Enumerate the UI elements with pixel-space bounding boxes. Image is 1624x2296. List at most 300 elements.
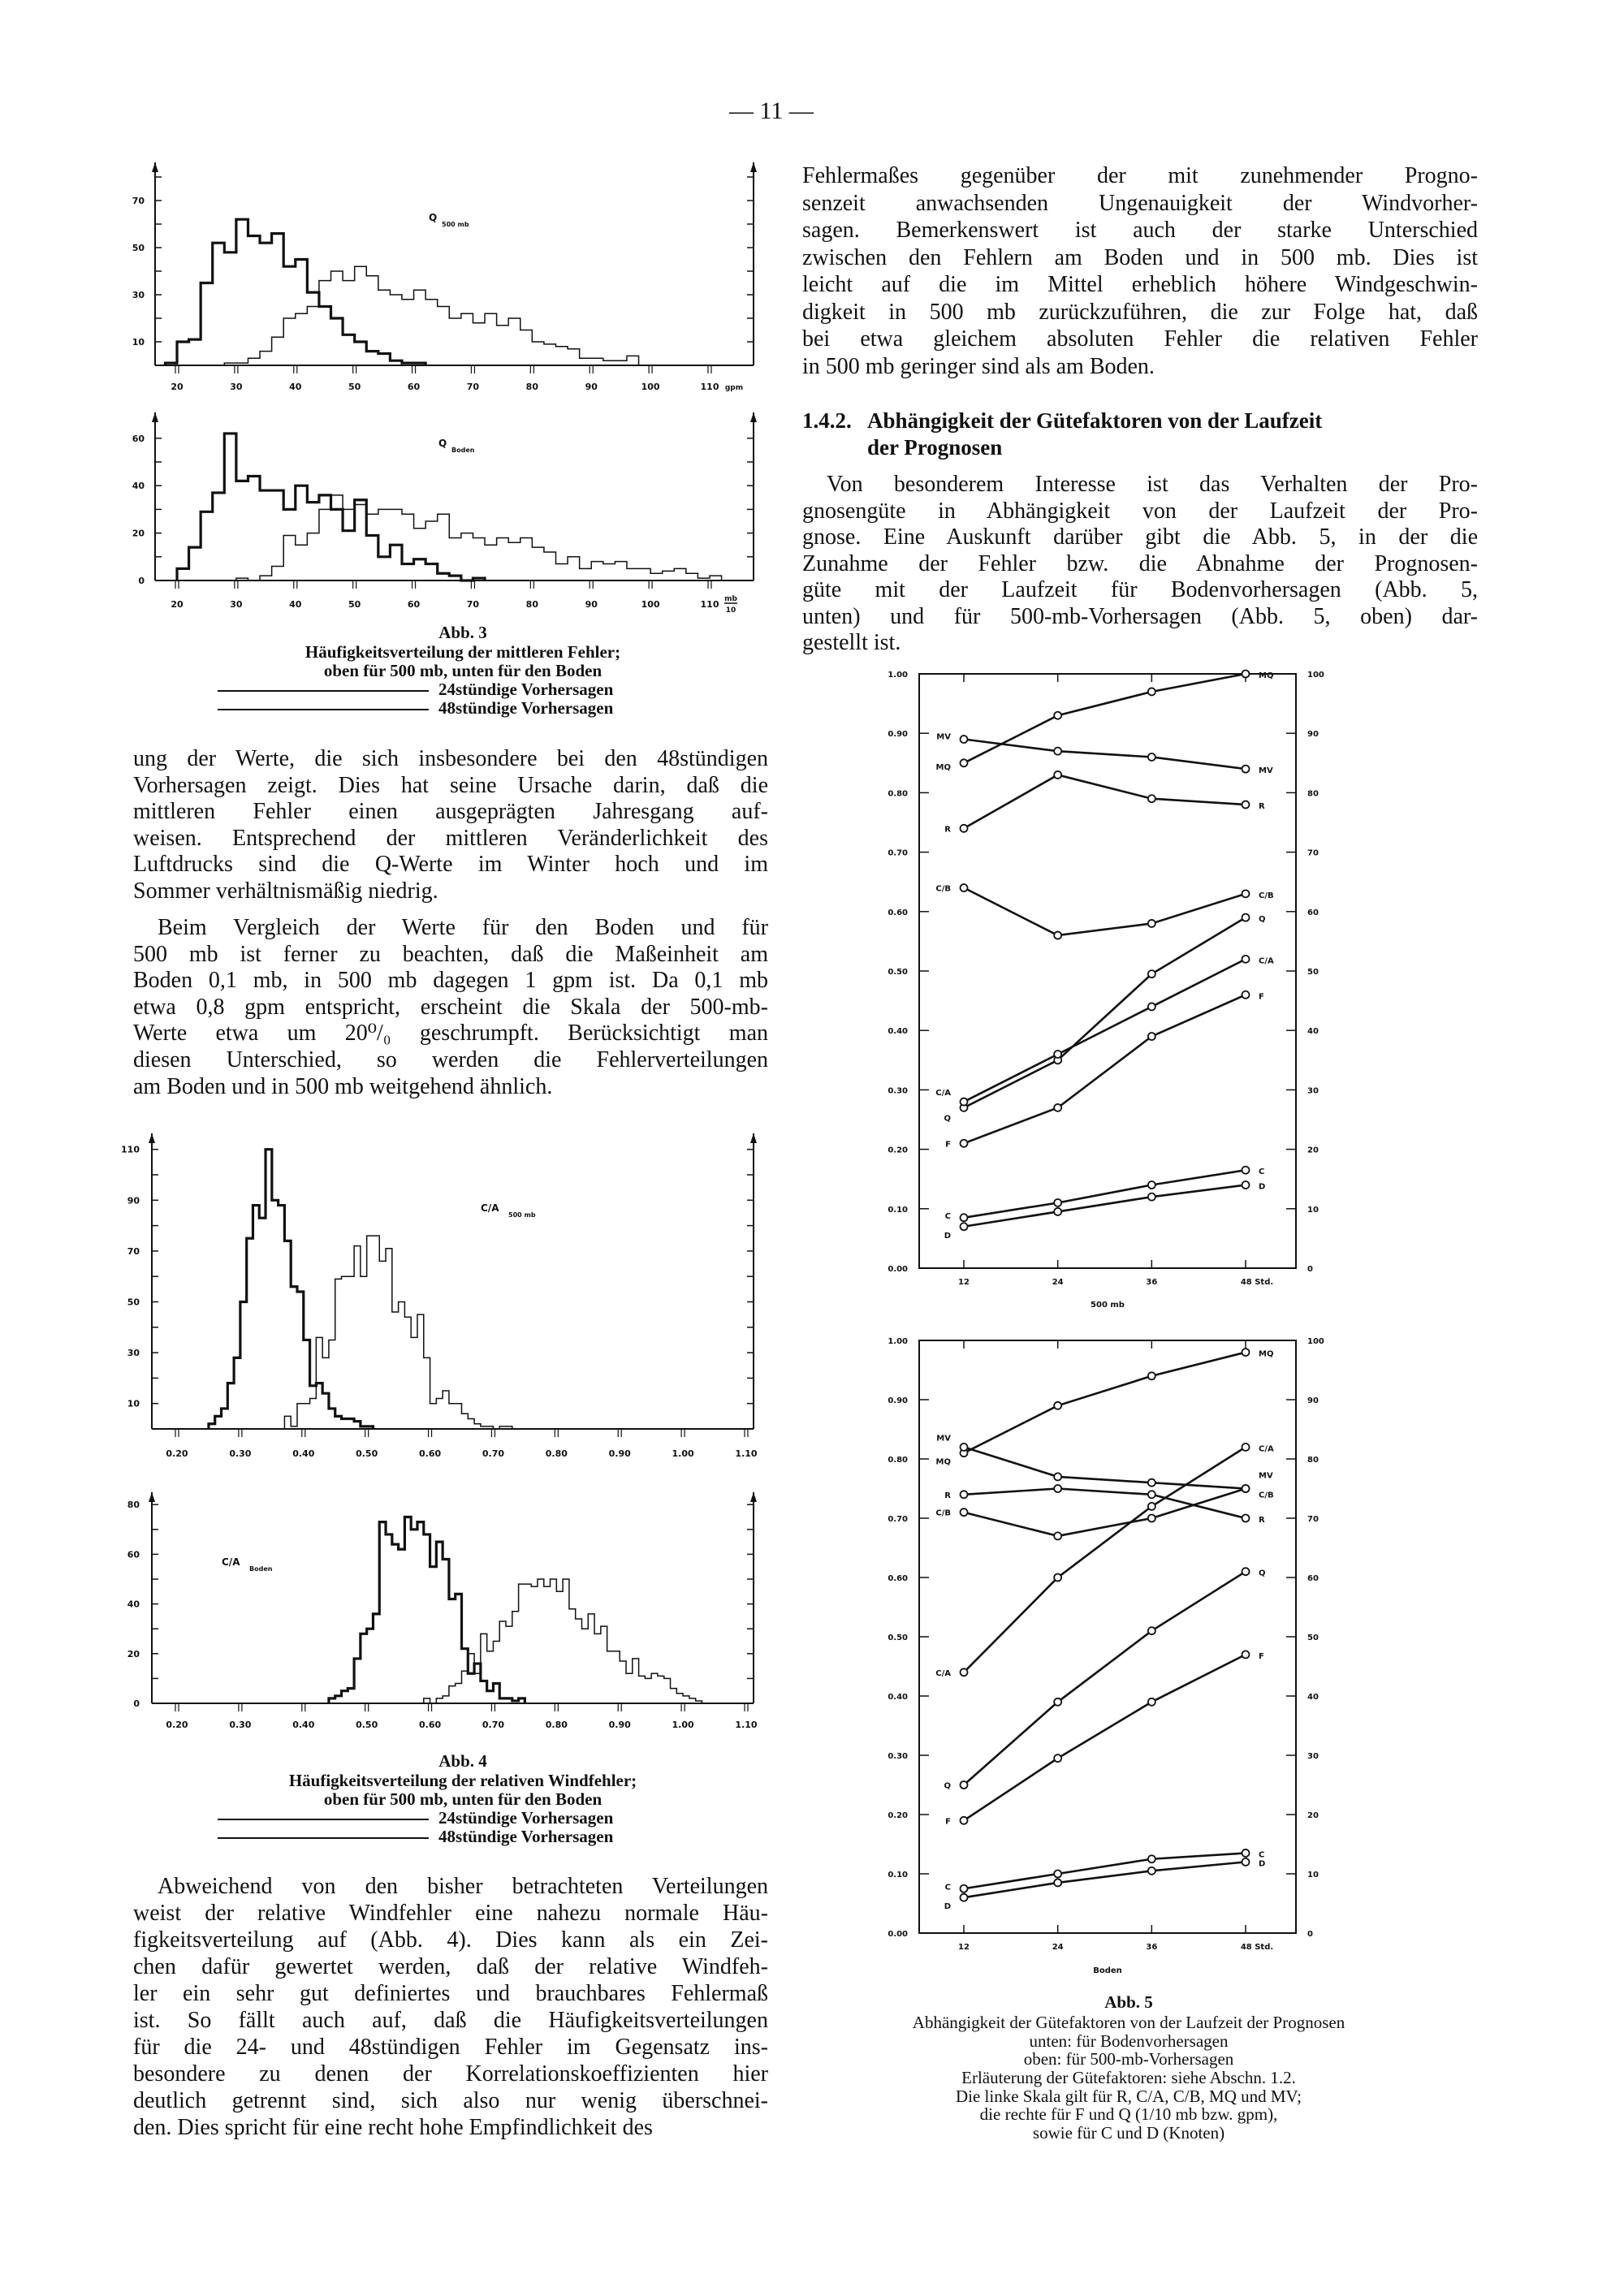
series-label-left: R: [944, 1491, 951, 1500]
series-label-left: Q: [944, 1114, 951, 1124]
series-line-mq: [964, 674, 1246, 763]
legend-label: 48stündige Vorhersagen: [438, 1827, 614, 1846]
text-line: in 500 mb geringer sind als am Boden.: [802, 353, 1155, 379]
series-label-left: D: [944, 1231, 951, 1241]
text-line: Vorhersagen zeigt. Dies hat seine Ursache darin, daß die: [133, 772, 768, 798]
histogram-series-48h: [236, 495, 722, 580]
y-left-tick-label: 0.10: [888, 1205, 908, 1215]
text-line: Beim Vergleich der Werte für den Boden und für: [158, 915, 768, 940]
data-point: [1054, 1208, 1061, 1215]
legend-label: 48stündige Vorhersagen: [438, 698, 614, 718]
data-point: [961, 1214, 968, 1221]
x-tick-label: 36: [1146, 1278, 1158, 1287]
data-point: [1242, 890, 1250, 897]
data-point: [1242, 766, 1250, 773]
x-tick-label: 100: [641, 382, 660, 392]
x-tick-label: 0.60: [418, 1448, 442, 1459]
text-line: zwischen den Fehlern am Boden und in 500 mb. Dies ist: [802, 244, 1478, 270]
x-tick-label: 0.40: [292, 1448, 315, 1459]
data-point: [1054, 1879, 1061, 1886]
series-label-left: C/B: [935, 884, 951, 894]
x-tick-label: 0.90: [608, 1720, 631, 1730]
y-tick-label: 90: [127, 1195, 140, 1206]
x-tick-label: 90: [585, 599, 598, 610]
x-tick-label: 1.10: [735, 1720, 758, 1730]
y-tick-label: 60: [127, 1549, 140, 1560]
data-point: [1242, 1849, 1250, 1857]
x-tick-label: 0.60: [418, 1720, 442, 1730]
x-unit-label: 10: [725, 606, 736, 615]
abb4-caption-line-1: Häufigkeitsverteilung der relativen Windfehler;: [288, 1771, 637, 1790]
y-tick-label: 0: [133, 1698, 140, 1709]
data-point: [1242, 671, 1250, 678]
y-right-tick-label: 30: [1307, 1752, 1319, 1761]
series-label-right: F: [1259, 992, 1264, 1002]
text-line: Zunahme der Fehler bzw. die Abnahme der Prognosen-: [802, 550, 1478, 576]
data-point: [1242, 1651, 1250, 1658]
x-tick-label: 0.40: [292, 1720, 315, 1730]
y-tick-label: 40: [132, 481, 145, 492]
series-label-right: R: [1259, 802, 1265, 812]
arrow-icon: [152, 412, 158, 422]
y-left-tick-label: 0.40: [888, 1027, 908, 1037]
x-tick-label: 110: [700, 599, 719, 610]
series-line-mv: [964, 740, 1246, 770]
data-point: [1148, 753, 1155, 761]
x-tick-label: 70: [466, 382, 480, 392]
text-line: senzeit anwachsenden Ungenauigkeit der Windvorher-: [802, 190, 1478, 216]
histogram-abb4_bottom: [127, 1492, 758, 1730]
series-label-left: MQ: [935, 1457, 951, 1467]
y-right-tick-label: 0: [1307, 1930, 1313, 1939]
data-point: [961, 1098, 968, 1106]
data-point: [1148, 920, 1155, 927]
text-line: gnosengüte in Abhängigkeit von der Laufzeit der Pro-: [802, 498, 1478, 524]
x-tick-label: 24: [1052, 1943, 1064, 1952]
x-tick-label: 50: [348, 599, 361, 610]
x-tick-label: 0.90: [608, 1448, 631, 1459]
data-point: [961, 1894, 968, 1901]
x-tick-label: 0.30: [229, 1448, 252, 1459]
x-tick-label: 80: [525, 599, 538, 610]
y-left-tick-label: 0.20: [888, 1811, 908, 1820]
x-tick-label: 48 Std.: [1240, 1943, 1274, 1952]
series-label-left: C: [944, 1883, 951, 1892]
histogram-abb3_bottom: [132, 412, 757, 615]
data-point: [1148, 1491, 1155, 1498]
data-point: [1242, 1349, 1250, 1356]
data-point: [1148, 970, 1155, 978]
text-line: weist der relative Windfehler eine nahezu normale Häu-: [133, 1901, 768, 1926]
data-point: [1242, 1568, 1250, 1575]
histogram-series-24h: [329, 1517, 525, 1704]
x-unit-label: gpm: [724, 384, 744, 392]
histogram-series-48h: [224, 266, 638, 365]
data-point: [1148, 1867, 1155, 1875]
data-point: [961, 1885, 968, 1892]
text-line: bei etwa gleichem absoluten Fehler die relativen Fehler: [802, 326, 1478, 352]
y-right-tick-label: 90: [1307, 730, 1319, 740]
series-line-f: [964, 1655, 1246, 1820]
histogram-abb4_top: [121, 1133, 758, 1459]
x-tick-label: 1.00: [672, 1448, 694, 1459]
legend-label: 24stündige Vorhersagen: [438, 680, 614, 699]
arrow-icon: [750, 1133, 757, 1143]
series-line-c-a: [964, 959, 1246, 1102]
text-line: 500 mb ist ferner zu beachten, daß die Maßeinheit am: [133, 941, 768, 967]
data-point: [1054, 1199, 1061, 1206]
x-tick-label: 0.70: [482, 1448, 505, 1459]
text-line: diesen Unterschied, so werden die Fehlerverteilungen: [133, 1047, 768, 1072]
x-tick-label: 0.70: [482, 1720, 505, 1730]
y-tick-label: 70: [127, 1245, 140, 1257]
y-right-tick-label: 100: [1307, 671, 1324, 680]
data-point: [1242, 1181, 1250, 1189]
data-point: [1148, 1515, 1155, 1522]
y-tick-label: 20: [132, 528, 145, 539]
series-line-c: [964, 1853, 1246, 1888]
text-line: unten) und für 500-mb-Vorhersagen (Abb. 5, oben) dar-: [802, 603, 1478, 629]
text-line: für die 24- und 48stündigen Fehler im Gegensatz ins-: [133, 2035, 768, 2060]
text-line: güte mit der Laufzeit für Bodenvorhersagen (Abb. 5,: [802, 577, 1478, 602]
x-tick-label: 0.30: [229, 1720, 252, 1730]
series-label-right: R: [1259, 1516, 1265, 1525]
data-point: [1054, 1754, 1061, 1762]
data-point: [1054, 1532, 1061, 1539]
text-line: gnose. Eine Auskunft darüber gibt die Abb. 5, in der die: [802, 524, 1478, 550]
x-tick-label: 50: [348, 382, 361, 392]
abb5-caption-line: die rechte für F und Q (1/10 mb bzw. gpm),: [979, 2104, 1278, 2124]
arrow-icon: [152, 162, 158, 172]
text-line: deutlich getrennt sind, sich also nur wenig überschnei-: [133, 2088, 768, 2113]
x-tick-label: 110: [700, 382, 719, 392]
series-label-left: MV: [936, 732, 951, 742]
y-right-tick-label: 90: [1307, 1396, 1319, 1405]
data-point: [1054, 1104, 1061, 1111]
abb3-caption-line-1: Häufigkeitsverteilung der mittleren Fehler;: [304, 642, 621, 662]
text-line: Abweichend von den bisher betrachteten Verteilungen: [158, 1874, 768, 1899]
data-point: [961, 1508, 968, 1516]
series-label-right: MQ: [1259, 1349, 1274, 1359]
y-right-tick-label: 100: [1307, 1337, 1324, 1346]
data-point: [961, 1444, 968, 1451]
histogram-series-24h: [209, 1150, 374, 1429]
data-point: [961, 736, 968, 743]
y-right-tick-label: 50: [1307, 968, 1319, 977]
abb4-caption-line-2: oben für 500 mb, unten für den Boden: [323, 1789, 603, 1809]
y-left-tick-label: 0.90: [888, 1396, 908, 1405]
text-line: chen dafür gewertet werden, daß der relative Windfeh-: [133, 1954, 768, 1979]
x-tick-label: 20: [171, 382, 184, 392]
series-label-right: D: [1259, 1859, 1266, 1869]
data-point: [961, 1668, 968, 1676]
data-point: [1148, 1372, 1155, 1379]
x-tick-label: 70: [466, 599, 480, 610]
data-point: [1242, 991, 1250, 999]
series-label-right: C/A: [1259, 1444, 1274, 1454]
data-point: [1242, 956, 1250, 963]
y-left-tick-label: 0.70: [888, 1515, 908, 1524]
x-tick-label: 1.00: [672, 1720, 694, 1730]
data-point: [1054, 712, 1061, 719]
y-left-tick-label: 0.20: [888, 1146, 908, 1155]
text-line: den. Dies spricht für eine recht hohe Empfindlichkeit des: [133, 2115, 653, 2140]
text-line: leicht auf die im Mittel erheblich höhere Windgeschwin-: [802, 272, 1478, 297]
y-tick-label: 0: [138, 576, 145, 586]
plot-frame: [919, 1340, 1296, 1933]
series-label-left: C/A: [935, 1089, 951, 1098]
x-tick-label: 0.20: [166, 1448, 188, 1459]
data-point: [1054, 1871, 1061, 1878]
page-number: — 11 —: [729, 97, 814, 124]
y-tick-label: 10: [132, 337, 145, 347]
abb5-caption-line: Erläuterung der Gütefaktoren: siehe Abschn. 1.2.: [961, 2068, 1296, 2087]
data-point: [1148, 1181, 1155, 1189]
series-line-c-b: [964, 1489, 1246, 1536]
data-point: [1054, 1485, 1061, 1492]
arrow-icon: [750, 1492, 757, 1502]
text-line: Von besonderem Interesse ist das Verhalten der Pro-: [827, 472, 1478, 497]
y-right-tick-label: 10: [1307, 1205, 1319, 1215]
data-point: [1054, 748, 1061, 755]
abb3-caption-line-2: oben für 500 mb, unten für den Boden: [323, 661, 603, 680]
series-label-right: MV: [1259, 766, 1273, 776]
abb5-caption-line: sowie für C und D (Knoten): [1032, 2123, 1225, 2143]
y-right-tick-label: 80: [1307, 789, 1319, 799]
series-label-right: C: [1259, 1167, 1265, 1177]
series-label-left: MQ: [935, 762, 951, 772]
data-point: [1242, 1444, 1250, 1451]
y-tick-label: 50: [127, 1297, 140, 1308]
y-left-tick-label: 0.80: [888, 1456, 908, 1465]
text-line: weisen. Entsprechend der mittleren Veränderlichkeit des: [133, 825, 768, 851]
y-right-tick-label: 40: [1307, 1693, 1319, 1702]
y-right-tick-label: 40: [1307, 1027, 1319, 1037]
series-label-left: R: [944, 825, 951, 835]
x-tick-label: 0.50: [356, 1720, 378, 1730]
series-label-left: Q: [944, 1781, 951, 1791]
data-point: [1242, 1485, 1250, 1492]
histogram-label: C/A: [481, 1202, 499, 1214]
text-line: ung der Werte, die sich insbesondere bei den 48stündigen: [133, 746, 768, 771]
x-tick-label: 0.80: [545, 1448, 568, 1459]
y-right-tick-label: 80: [1307, 1456, 1319, 1465]
x-tick-label: 12: [958, 1943, 970, 1952]
text-line: Boden 0,1 mb, in 500 mb dagegen 1 gpm ist. Da 0,1 mb: [133, 968, 768, 994]
x-tick-label: 48 Std.: [1240, 1278, 1274, 1287]
series-label-right: C/B: [1259, 1491, 1274, 1500]
series-line-r: [964, 775, 1246, 828]
text-line: am Boden und in 500 mb weitgehend ähnlich.: [133, 1073, 553, 1099]
x-tick-label: 30: [230, 382, 243, 392]
y-tick-label: 10: [127, 1398, 140, 1409]
series-label-right: MV: [1259, 1471, 1273, 1481]
data-point: [1054, 1051, 1061, 1058]
data-point: [1242, 914, 1250, 921]
series-label-left: C/A: [935, 1668, 951, 1678]
series-line-mq: [964, 1353, 1246, 1453]
series-label-right: Q: [1259, 915, 1266, 925]
histogram-series-24h: [165, 219, 425, 365]
series-label-right: C/A: [1259, 956, 1274, 966]
abb4-title: Abb. 4: [438, 1751, 487, 1771]
histogram-label: Q: [438, 438, 447, 449]
section-title-line-2: der Prognosen: [867, 435, 1003, 460]
abb5-title: Abb. 5: [1104, 1992, 1153, 2012]
series-line-mv: [964, 1447, 1246, 1488]
x-tick-label: 90: [585, 382, 598, 392]
text-line: gestellt ist.: [802, 630, 901, 655]
abb5-caption-line: Abhängigkeit der Gütefaktoren von der Laufzeit der Prognosen: [912, 2013, 1345, 2032]
series-line-c-a: [964, 1447, 1246, 1672]
data-point: [1054, 932, 1061, 939]
series-label-right: F: [1259, 1651, 1264, 1661]
data-point: [1148, 688, 1155, 695]
x-unit-label: mb: [724, 595, 737, 603]
histogram-label-subscript: 500 mb: [442, 221, 469, 228]
data-point: [1242, 801, 1250, 809]
series-line-q: [964, 1572, 1246, 1785]
data-point: [1148, 1033, 1155, 1040]
y-right-tick-label: 60: [1307, 908, 1319, 917]
series-label-left: D: [944, 1902, 951, 1912]
y-tick-label: 30: [127, 1348, 140, 1359]
chart-subtitle: Boden: [1093, 1966, 1122, 1975]
text-line: ler ein sehr gut definiertes und brauchbares Fehlermaß: [133, 1981, 768, 2006]
data-point: [1054, 1698, 1061, 1706]
x-tick-label: 60: [407, 382, 421, 392]
y-left-tick-label: 0.70: [888, 848, 908, 858]
y-tick-label: 30: [132, 290, 145, 300]
section-number: 1.4.2.: [802, 408, 852, 433]
series-label-right: MQ: [1259, 671, 1274, 680]
y-right-tick-label: 70: [1307, 848, 1319, 858]
y-left-tick-label: 0.90: [888, 730, 908, 740]
abb5-caption-line: Die linke Skala gilt für R, C/A, C/B, MQ und MV;: [955, 2087, 1302, 2106]
y-tick-label: 70: [132, 196, 145, 206]
histogram-label: C/A: [222, 1556, 240, 1568]
histogram-label-subscript: 500 mb: [508, 1211, 536, 1219]
y-left-tick-label: 0.80: [888, 789, 908, 799]
x-tick-label: 0.20: [166, 1720, 188, 1730]
y-left-tick-label: 0.50: [888, 1634, 908, 1642]
data-point: [1148, 1503, 1155, 1510]
x-tick-label: 60: [407, 599, 421, 610]
y-tick-label: 20: [127, 1648, 140, 1659]
x-tick-label: 12: [958, 1278, 970, 1287]
y-tick-label: 40: [127, 1599, 140, 1610]
series-label-right: Q: [1259, 1569, 1266, 1578]
y-left-tick-label: 0.00: [888, 1930, 908, 1939]
y-left-tick-label: 1.00: [888, 1337, 908, 1346]
data-point: [1054, 1473, 1061, 1480]
y-right-tick-label: 0: [1307, 1265, 1313, 1274]
histogram-series-48h: [424, 1579, 702, 1703]
y-right-tick-label: 20: [1307, 1146, 1319, 1155]
abb5-caption-line: oben: für 500-mb-Vorhersagen: [1023, 2049, 1234, 2069]
histogram-series-48h: [284, 1236, 512, 1429]
series-label-left: C/B: [935, 1508, 951, 1518]
series-line-c-b: [964, 888, 1246, 936]
text-line: etwa 0,8 gpm entspricht, erscheint die Skala der 500-mb-: [133, 994, 768, 1020]
x-tick-label: 0.50: [356, 1448, 378, 1459]
y-left-tick-label: 0.00: [888, 1265, 908, 1274]
y-tick-label: 110: [121, 1144, 140, 1155]
data-point: [1148, 1627, 1155, 1634]
arrow-icon: [149, 1492, 155, 1502]
data-point: [961, 1223, 968, 1230]
x-tick-label: 100: [641, 599, 660, 610]
line-chart-abb5_bottom: [888, 1337, 1324, 1975]
data-point: [961, 825, 968, 832]
arrow-icon: [750, 412, 757, 422]
data-point: [1242, 1858, 1250, 1866]
x-tick-label: 24: [1052, 1278, 1064, 1287]
y-tick-label: 80: [127, 1500, 140, 1511]
y-left-tick-label: 0.30: [888, 1086, 908, 1096]
legend-label: 24stündige Vorhersagen: [438, 1808, 614, 1828]
x-tick-label: 0.80: [545, 1720, 568, 1730]
y-left-tick-label: 0.60: [888, 908, 908, 917]
y-right-tick-label: 30: [1307, 1086, 1319, 1096]
y-right-tick-label: 70: [1307, 1515, 1319, 1524]
histogram-label-subscript: Boden: [451, 447, 475, 454]
data-point: [1148, 1698, 1155, 1706]
text-line: digkeit in 500 mb zurückzuführen, die zur Folge hat, daß: [802, 299, 1478, 325]
plot-frame: [919, 674, 1296, 1268]
histogram-label: Q: [429, 212, 438, 223]
y-left-tick-label: 0.40: [888, 1693, 908, 1702]
x-tick-label: 30: [230, 599, 243, 610]
histogram-label-subscript: Boden: [249, 1565, 273, 1573]
x-tick-label: 80: [525, 382, 538, 392]
data-point: [961, 1491, 968, 1498]
data-point: [961, 884, 968, 891]
data-point: [1242, 1515, 1250, 1522]
y-left-tick-label: 0.60: [888, 1574, 908, 1583]
arrow-icon: [149, 1133, 155, 1143]
series-line-r: [964, 1489, 1246, 1519]
series-label-right: D: [1259, 1182, 1266, 1192]
x-tick-label: 1.10: [735, 1448, 758, 1459]
series-label-left: F: [945, 1817, 951, 1827]
data-point: [1054, 1402, 1061, 1409]
x-tick-label: 40: [289, 382, 302, 392]
text-line: Luftdrucks sind die Q-Werte im Winter hoch und im: [133, 852, 768, 877]
data-point: [1242, 1167, 1250, 1174]
abb5-caption-line: unten: für Bodenvorhersagen: [1029, 2031, 1229, 2051]
data-point: [961, 1140, 968, 1147]
y-right-tick-label: 20: [1307, 1811, 1319, 1820]
data-point: [961, 1817, 968, 1824]
series-label-right: C/B: [1259, 891, 1274, 900]
arrow-icon: [750, 162, 757, 172]
section-title-line-1: Abhängigkeit der Gütefaktoren von der Laufzeit: [867, 408, 1323, 433]
series-label-right: C: [1259, 1850, 1265, 1860]
text-line: besondere zu denen der Korrelationskoeffizienten hier: [133, 2061, 768, 2087]
text-line: Sommer verhältnismäßig niedrig.: [133, 878, 438, 904]
x-tick-label: 40: [289, 599, 302, 610]
y-tick-label: 50: [132, 243, 145, 253]
text-line: sagen. Bemerkenswert ist auch der starke Unterschied: [802, 218, 1478, 243]
text-line: mittleren Fehler einen ausgeprägten Jahresgang auf-: [133, 799, 768, 824]
histogram-abb3_top: [132, 162, 757, 392]
x-tick-label: 36: [1146, 1943, 1158, 1952]
data-point: [1148, 1003, 1155, 1010]
text-line: Werte etwa um 20⁰/₀ geschrumpft. Berücksichtigt man: [133, 1021, 768, 1047]
y-right-tick-label: 50: [1307, 1634, 1319, 1642]
data-point: [1148, 1855, 1155, 1862]
